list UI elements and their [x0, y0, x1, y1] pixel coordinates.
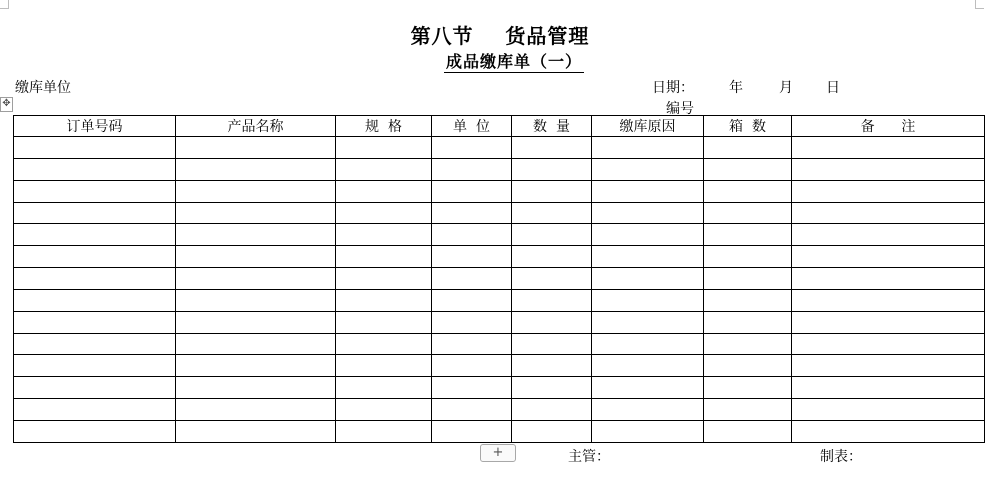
table-cell[interactable]	[704, 289, 792, 311]
table-cell[interactable]	[592, 202, 704, 224]
table-cell[interactable]	[432, 399, 512, 421]
column-header-product-name: 产品名称	[176, 116, 336, 137]
table-cell[interactable]	[792, 246, 985, 268]
table-cell[interactable]	[432, 377, 512, 399]
page-corner-mark-left	[0, 0, 9, 9]
table-cell[interactable]	[512, 224, 592, 246]
table-cell[interactable]	[336, 333, 432, 355]
table-cell[interactable]	[592, 355, 704, 377]
table-cell[interactable]	[14, 289, 176, 311]
table-cell[interactable]	[14, 268, 176, 290]
table-cell[interactable]	[512, 137, 592, 159]
table-row	[14, 311, 985, 333]
table-row	[14, 268, 985, 290]
table-cell[interactable]	[14, 355, 176, 377]
table-cell[interactable]	[704, 420, 792, 442]
page-corner-mark-right	[975, 0, 984, 9]
column-header-remarks: 备 注	[792, 116, 985, 137]
table-row	[14, 399, 985, 421]
table-cell[interactable]	[512, 202, 592, 224]
table-cell[interactable]	[512, 311, 592, 333]
table-cell[interactable]	[336, 180, 432, 202]
column-header-reason: 缴库原因	[592, 116, 704, 137]
table-row	[14, 158, 985, 180]
table-cell[interactable]	[432, 355, 512, 377]
table-cell[interactable]	[176, 377, 336, 399]
table-cell[interactable]	[592, 158, 704, 180]
table-cell[interactable]	[176, 333, 336, 355]
supervisor-label: 主管：	[568, 449, 610, 465]
table-cell[interactable]	[792, 268, 985, 290]
table-cell[interactable]	[14, 333, 176, 355]
table-cell[interactable]	[792, 420, 985, 442]
table-cell[interactable]	[14, 377, 176, 399]
table-cell[interactable]	[432, 180, 512, 202]
document-subtitle-wrap	[0, 49, 988, 72]
table-cell[interactable]	[336, 420, 432, 442]
table-cell[interactable]	[336, 289, 432, 311]
table-cell[interactable]	[592, 399, 704, 421]
table-cell[interactable]	[176, 137, 336, 159]
table-row	[14, 137, 985, 159]
table-cell[interactable]	[512, 268, 592, 290]
table-cell[interactable]	[336, 377, 432, 399]
table-cell[interactable]	[512, 158, 592, 180]
document-title: 第八节 货品管理	[410, 24, 590, 48]
table-cell[interactable]	[176, 399, 336, 421]
table-cell[interactable]	[592, 180, 704, 202]
table-cell[interactable]	[704, 399, 792, 421]
table-row	[14, 180, 985, 202]
table-cell[interactable]	[336, 137, 432, 159]
date-label: 日期：	[652, 80, 694, 96]
table-cell[interactable]	[176, 158, 336, 180]
table-cell[interactable]	[792, 137, 985, 159]
table-cell[interactable]	[432, 246, 512, 268]
table-row	[14, 377, 985, 399]
table-cell[interactable]	[432, 311, 512, 333]
table-cell[interactable]	[704, 137, 792, 159]
table-cell[interactable]	[792, 224, 985, 246]
table-cell[interactable]	[512, 399, 592, 421]
table-cell[interactable]	[704, 202, 792, 224]
table-cell[interactable]	[792, 399, 985, 421]
table-cell[interactable]	[432, 137, 512, 159]
table-cell[interactable]	[336, 246, 432, 268]
table-cell[interactable]	[592, 377, 704, 399]
table-cell[interactable]	[336, 399, 432, 421]
table-cell[interactable]	[792, 158, 985, 180]
table-cell[interactable]	[14, 246, 176, 268]
table-cell[interactable]	[512, 377, 592, 399]
table-cell[interactable]	[704, 158, 792, 180]
table-cell[interactable]	[432, 268, 512, 290]
number-label: 编号	[666, 101, 694, 117]
column-header-spec: 规 格	[336, 116, 432, 137]
table-row	[14, 420, 985, 442]
column-header-unit: 单 位	[432, 116, 512, 137]
table-cell[interactable]	[704, 268, 792, 290]
table-cell[interactable]	[14, 202, 176, 224]
table-cell[interactable]	[336, 224, 432, 246]
table-cell[interactable]	[792, 333, 985, 355]
table-cell[interactable]	[704, 246, 792, 268]
table-cell[interactable]	[14, 311, 176, 333]
table-row	[14, 333, 985, 355]
table-cell[interactable]	[14, 224, 176, 246]
table-cell[interactable]	[792, 311, 985, 333]
table-cell[interactable]	[432, 202, 512, 224]
table-cell[interactable]	[432, 420, 512, 442]
month-label: 月	[779, 80, 793, 96]
table-body	[14, 137, 985, 443]
table-cell[interactable]	[336, 311, 432, 333]
table-cell[interactable]	[792, 377, 985, 399]
table-cell[interactable]	[704, 311, 792, 333]
table-cell[interactable]	[336, 202, 432, 224]
unit-label: 缴库单位	[15, 80, 71, 96]
table-cell[interactable]	[176, 420, 336, 442]
year-label: 年	[729, 80, 743, 96]
table-row	[14, 289, 985, 311]
document-subtitle: 成品缴库单（一）	[445, 52, 582, 71]
table-cell[interactable]	[592, 137, 704, 159]
table-cell[interactable]	[14, 180, 176, 202]
table-cell[interactable]	[432, 224, 512, 246]
maker-label: 制表：	[820, 449, 862, 465]
table-cell[interactable]	[512, 333, 592, 355]
table-cell[interactable]	[176, 180, 336, 202]
column-header-quantity: 数 量	[512, 116, 592, 137]
column-header-order-no: 订单号码	[14, 116, 176, 137]
day-label: 日	[826, 80, 840, 96]
table-row	[14, 355, 985, 377]
table-cell[interactable]	[704, 355, 792, 377]
table-cell[interactable]	[792, 289, 985, 311]
table-cell[interactable]	[792, 180, 985, 202]
table-header-row	[14, 116, 985, 137]
table-cell[interactable]	[512, 289, 592, 311]
table-cell[interactable]	[592, 246, 704, 268]
table-row	[14, 224, 985, 246]
table-cell[interactable]	[14, 137, 176, 159]
table-cell[interactable]	[14, 399, 176, 421]
table-cell[interactable]	[336, 355, 432, 377]
table-cell[interactable]	[176, 246, 336, 268]
table-cell[interactable]	[176, 311, 336, 333]
table-cell[interactable]	[512, 420, 592, 442]
table-cell[interactable]	[336, 158, 432, 180]
table-cell[interactable]	[176, 268, 336, 290]
table-cell[interactable]	[432, 289, 512, 311]
table-cell[interactable]	[512, 246, 592, 268]
table-move-handle-icon[interactable]: ✥	[0, 97, 13, 112]
table-cell[interactable]	[176, 202, 336, 224]
table-cell[interactable]	[704, 224, 792, 246]
table-cell[interactable]	[592, 289, 704, 311]
table-cell[interactable]	[336, 268, 432, 290]
table-cell[interactable]	[14, 158, 176, 180]
table-cell[interactable]	[176, 224, 336, 246]
table-cell[interactable]	[704, 180, 792, 202]
table-cell[interactable]	[704, 377, 792, 399]
column-header-boxes: 箱 数	[704, 116, 792, 137]
table-row	[14, 246, 985, 268]
table-cell[interactable]	[704, 333, 792, 355]
table-cell[interactable]	[792, 355, 985, 377]
table-cell[interactable]	[592, 420, 704, 442]
table-cell[interactable]	[432, 333, 512, 355]
table-cell[interactable]	[176, 355, 336, 377]
add-row-button[interactable]: +	[480, 444, 516, 462]
table-row	[14, 202, 985, 224]
receipt-table	[13, 115, 985, 443]
table-cell[interactable]	[14, 420, 176, 442]
table-cell[interactable]	[592, 311, 704, 333]
table-cell[interactable]	[512, 355, 592, 377]
table-cell[interactable]	[176, 289, 336, 311]
table-cell[interactable]	[432, 158, 512, 180]
table-cell[interactable]	[592, 224, 704, 246]
table-cell[interactable]	[512, 180, 592, 202]
table-cell[interactable]	[792, 202, 985, 224]
table-cell[interactable]	[592, 333, 704, 355]
table-cell[interactable]	[592, 268, 704, 290]
